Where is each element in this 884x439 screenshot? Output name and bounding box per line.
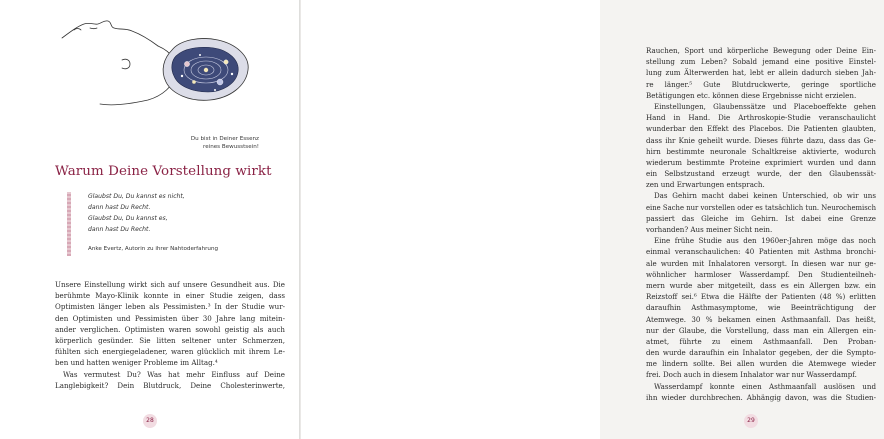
body-text bbox=[646, 45, 876, 403]
head-galaxy-illustration bbox=[60, 0, 270, 120]
text-line: Einstellungen, Glaubenssätze und Placeboeffekte gehen bbox=[654, 101, 876, 111]
text-line: Atemwege. 30 % bekamen einen Asthmaanfall. Das heißt, bbox=[646, 314, 876, 324]
text-line: berühmte Mayo-Klinik konnte in einer Studie zeigen, dass bbox=[55, 291, 285, 301]
page-number: 28 bbox=[143, 414, 157, 428]
text-line: mern wurde aber mitgeteilt, dass es ein Allergen bzw. ein bbox=[646, 280, 876, 290]
text-line: den wurde daraufhin ein Inhalator gegeben, der die Sympto- bbox=[646, 348, 876, 358]
text-line: vorhanden? Aus meiner Sicht nein. bbox=[646, 225, 773, 234]
text-line: hirn bestimmte neuronale Schaltkreise aktivierte, wodurch bbox=[646, 146, 876, 156]
quote-line: Glaubst Du, Du kannst es, bbox=[88, 214, 168, 222]
caption-line: reines Bewusstsein! bbox=[203, 144, 259, 150]
text-line: re länger.⁵ Gute Blutdruckwerte, geringe sportliche bbox=[646, 79, 876, 89]
text-line: Betätigungen etc. können diese Ergebnisse nicht erzielen. bbox=[646, 90, 857, 100]
head-illustration bbox=[62, 21, 176, 105]
text-line: lung zum Älterwerden hat, lebt er allein dadurch sieben Jah- bbox=[646, 68, 876, 78]
quote-bar bbox=[67, 192, 71, 256]
text-line: Das Gehirn macht dabei keinen Unterschied, ob wir uns bbox=[654, 191, 876, 201]
text-line: wunderbar den Effekt des Placebos. Die Patienten glaubten, bbox=[646, 124, 876, 134]
quote-line: Glaubst Du, Du kannst es nicht, bbox=[88, 193, 185, 200]
text-line: dass ihr Knie geheilt wurde. Dieses führte dazu, dass das Ge- bbox=[646, 135, 876, 145]
body-text bbox=[55, 279, 285, 391]
text-line: Optimisten länger leben als Pessimisten.³ In der Studie wur- bbox=[55, 302, 285, 312]
right-page bbox=[301, 0, 876, 439]
text-line: Langlebigkeit? Dein Blutdruck, Deine Cholesterinwerte, bbox=[55, 380, 285, 390]
text-line: wöhnlicher harmloser Wasserdampf. Den Studienteilneh- bbox=[646, 269, 876, 279]
text-line: nur der Glaube, die Vorstellung, dass man ein Allergen ein- bbox=[646, 325, 876, 335]
text-line: körperlich gesünder. Sie litten seltener unter Schmerzen, bbox=[55, 335, 285, 345]
text-line: einmal veranschaulichen: 40 Patienten mit Asthma bronchi- bbox=[646, 247, 876, 257]
text-line: zen und Erwartungen entsprach. bbox=[646, 180, 765, 190]
text-line: Eine frühe Studie aus den 1960er-Jahren möge das noch bbox=[654, 236, 876, 246]
text-line: ben und hatten weniger Probleme im Alltag.⁴ bbox=[55, 358, 218, 368]
text-line: atmet, führte zu einem Asthmaanfall. Den Proban- bbox=[646, 336, 876, 346]
quote-line: dann hast Du Recht. bbox=[88, 203, 151, 211]
quote-line: dann hast Du Recht. bbox=[88, 225, 151, 233]
page-number: 29 bbox=[744, 414, 758, 428]
text-line: den Optimisten und Pessimisten über 30 Jahre lang mitein- bbox=[55, 313, 285, 323]
text-line: passiert das Gleiche im Gehirn. Ist dabei eine Grenze bbox=[646, 213, 876, 223]
text-line: wiederum bestimmte Proteine exprimiert wurden und dann bbox=[646, 157, 876, 167]
left-page bbox=[0, 0, 299, 439]
text-line: Was vermutest Du? Was hat mehr Einfluss auf Deine bbox=[63, 369, 285, 379]
text-line: daraufhin Asthmasymptome, wie Beeinträchtigung der bbox=[646, 303, 876, 313]
text-line: ihn wieder durchbrechen. Abhängig davon, was die Studien- bbox=[646, 392, 876, 402]
caption-line: Du bist in Deiner Essenz bbox=[190, 136, 259, 142]
text-line: Hand in Hand. Die Arthroskopie-Studie veranschaulicht bbox=[646, 113, 876, 123]
text-line: eine Sache nur vorstellen oder es tatsächlich tun. Neurochemisch bbox=[646, 202, 876, 212]
galaxy-illustration bbox=[163, 38, 248, 100]
chapter-title: Warum Deine Vorstellung wirkt bbox=[55, 164, 272, 179]
quote bbox=[88, 192, 268, 236]
illustration-caption bbox=[139, 135, 259, 151]
text-line: fühlten sich energiegeladener, waren glücklich mit ihrem Le- bbox=[55, 347, 285, 357]
text-line: Rauchen, Sport und körperliche Bewegung oder Deine Ein- bbox=[646, 46, 876, 55]
text-line: stellung zum Leben? Sobald jemand eine positive Einstel- bbox=[646, 57, 876, 67]
text-line: ein Selbstzustand erzeugt wurde, der den Glaubenssät- bbox=[646, 169, 876, 179]
quote-attribution: Anke Evertz, Autorin zu ihrer Nahtoderfahrung bbox=[88, 246, 219, 252]
text-line: Unsere Einstellung wirkt sich auf unsere Gesundheit aus. Die bbox=[55, 280, 285, 289]
text-line: me lindern sollte. Bei allen wurden die Atemwege wieder bbox=[646, 359, 876, 369]
text-line: ale wurden mit Inhalatoren versorgt. In diesen war nur ge- bbox=[646, 258, 876, 268]
text-line: Wasserdampf konnte einen Asthmaanfall auslösen und bbox=[654, 381, 876, 391]
text-line: Reizstoff sei.⁶ Etwa die Hälfte der Patienten (48 %) erlitten bbox=[646, 292, 876, 302]
text-line: ander verglichen. Optimisten waren sowohl geistig als auch bbox=[55, 324, 285, 334]
text-line: frei. Doch auch in diesem Inhalator war nur Wasserdampf. bbox=[646, 370, 857, 380]
